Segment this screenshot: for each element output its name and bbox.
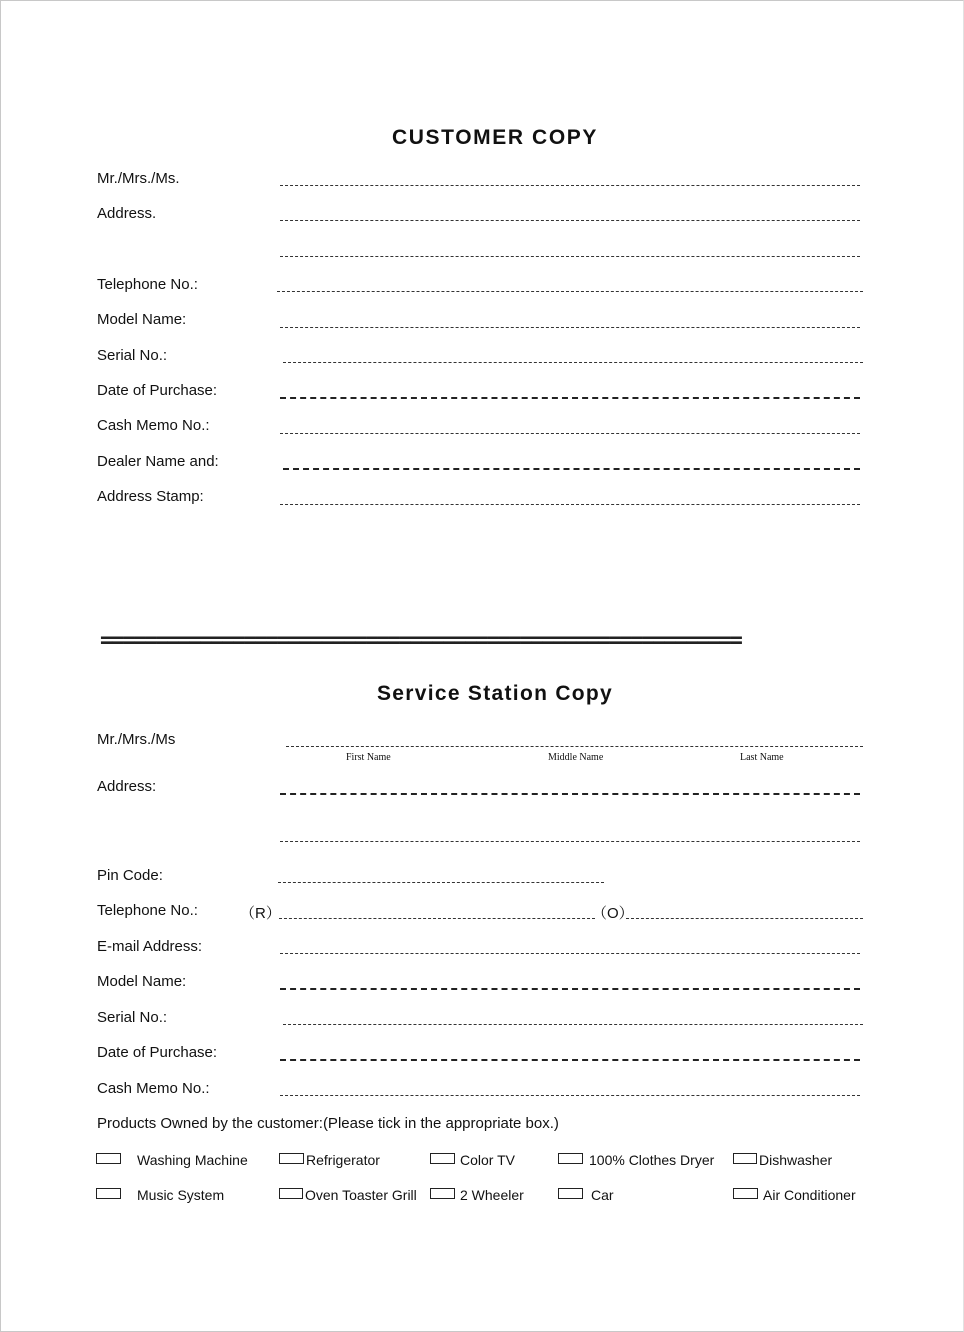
service-address-field-1[interactable]: [280, 793, 860, 795]
customer-address-stamp-field[interactable]: [280, 504, 860, 505]
checkbox[interactable]: [733, 1188, 758, 1199]
first-name-caption: First Name: [346, 752, 391, 763]
customer-telephone-field[interactable]: [277, 291, 863, 292]
service-name-field[interactable]: [286, 746, 863, 747]
service-pin-code-field[interactable]: [278, 882, 604, 883]
product-two-wheeler[interactable]: [430, 1187, 524, 1203]
products-prompt: Products Owned by the customer:(Please tick in the appropriate box.): [97, 1115, 559, 1132]
service-serial-field[interactable]: [283, 1024, 863, 1025]
checkbox[interactable]: [279, 1153, 304, 1164]
checkbox[interactable]: [558, 1153, 583, 1164]
product-oven-toaster-grill[interactable]: [279, 1187, 417, 1203]
product-washing-machine[interactable]: [96, 1152, 248, 1168]
service-address-label: Address:: [97, 778, 157, 795]
customer-address-field-1[interactable]: [280, 220, 860, 221]
checkbox[interactable]: [430, 1153, 455, 1164]
customer-purchase-date-label: Date of Purchase:: [97, 382, 218, 399]
product-label: Color TV: [460, 1152, 515, 1168]
product-car[interactable]: [558, 1187, 614, 1203]
customer-address-label: Address.: [97, 205, 157, 222]
product-air-conditioner[interactable]: [733, 1187, 856, 1203]
customer-cash-memo-field[interactable]: [280, 433, 860, 434]
customer-cash-memo-label: Cash Memo No.:: [97, 417, 210, 434]
customer-telephone-label: Telephone No.:: [97, 276, 198, 293]
phone-office-marker: （O）: [592, 905, 634, 922]
customer-model-label: Model Name:: [97, 311, 187, 328]
cut-separator: ==========================================================: [100, 628, 741, 653]
checkbox[interactable]: [279, 1188, 303, 1199]
service-phone-residence-field[interactable]: [279, 918, 595, 919]
product-dishwasher[interactable]: [733, 1152, 832, 1168]
product-refrigerator[interactable]: [279, 1152, 380, 1168]
product-clothes-dryer[interactable]: [558, 1152, 714, 1168]
customer-address-stamp-label: Address Stamp:: [97, 488, 204, 505]
customer-dealer-name-label: Dealer Name and:: [97, 453, 219, 470]
service-purchase-date-field[interactable]: [280, 1059, 860, 1061]
service-cash-memo-field[interactable]: [280, 1095, 860, 1096]
product-label: Washing Machine: [137, 1152, 248, 1168]
service-model-label: Model Name:: [97, 973, 187, 990]
customer-address-field-2[interactable]: [280, 256, 860, 257]
service-copy-title: Service Station Copy: [376, 682, 614, 705]
service-address-field-2[interactable]: [280, 841, 860, 842]
service-cash-memo-label: Cash Memo No.:: [97, 1080, 210, 1097]
product-label: Refrigerator: [306, 1152, 380, 1168]
service-phone-office-field[interactable]: [626, 918, 863, 919]
customer-name-label: Mr./Mrs./Ms.: [97, 170, 180, 187]
service-model-field[interactable]: [280, 988, 860, 990]
service-telephone-label: Telephone No.:: [97, 902, 198, 919]
customer-serial-label: Serial No.:: [97, 347, 168, 364]
product-label: Dishwasher: [759, 1152, 833, 1168]
product-color-tv[interactable]: [430, 1152, 515, 1168]
service-serial-label: Serial No.:: [97, 1009, 168, 1026]
product-label: 2 Wheeler: [460, 1187, 524, 1203]
middle-name-caption: Middle Name: [548, 752, 604, 763]
checkbox[interactable]: [558, 1188, 583, 1199]
product-label: Air Conditioner: [763, 1187, 856, 1203]
product-label: Oven Toaster Grill: [305, 1187, 417, 1203]
customer-model-field[interactable]: [280, 327, 860, 328]
customer-purchase-date-field[interactable]: [280, 397, 860, 399]
service-email-field[interactable]: [280, 953, 860, 954]
phone-residence-marker: （R）: [240, 905, 281, 922]
product-music-system[interactable]: [96, 1187, 224, 1203]
checkbox[interactable]: [733, 1153, 757, 1164]
product-label: Music System: [137, 1187, 225, 1203]
checkbox[interactable]: [96, 1188, 121, 1199]
last-name-caption: Last Name: [740, 752, 784, 763]
checkbox[interactable]: [430, 1188, 455, 1199]
checkbox[interactable]: [96, 1153, 121, 1164]
customer-copy-title: CUSTOMER COPY: [392, 126, 598, 149]
customer-dealer-name-field[interactable]: [283, 468, 860, 470]
service-purchase-date-label: Date of Purchase:: [97, 1044, 218, 1061]
customer-name-field[interactable]: [280, 185, 860, 186]
service-email-label: E-mail Address:: [97, 938, 203, 955]
service-name-label: Mr./Mrs./Ms: [97, 731, 176, 748]
product-label: 100% Clothes Dryer: [589, 1152, 715, 1168]
product-label: Car: [591, 1187, 614, 1203]
customer-serial-field[interactable]: [283, 362, 863, 363]
service-pin-code-label: Pin Code:: [97, 867, 163, 884]
